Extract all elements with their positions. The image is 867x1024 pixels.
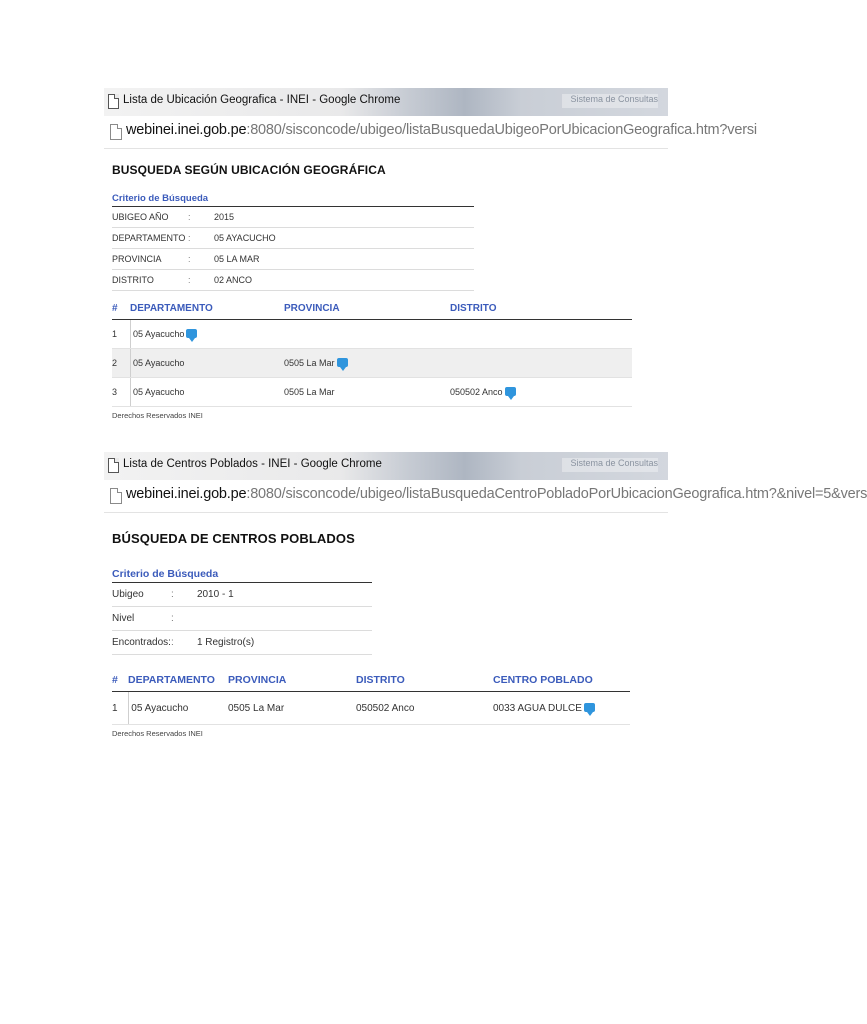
criteria-row [112, 228, 474, 249]
departamento-value: 05 Ayacucho [133, 387, 185, 397]
window-title: Lista de Ubicación Geografica - INEI - Google Chrome [123, 94, 401, 106]
comment-bubble-icon[interactable] [584, 703, 595, 712]
criteria-label: Encontrados: [112, 631, 171, 655]
criteria-value: 02 ANCO [214, 270, 474, 291]
window-titlebar[interactable] [104, 88, 668, 116]
page-icon [108, 458, 119, 473]
background-tab[interactable]: Sistema de Consultas [562, 458, 658, 472]
criteria-table [112, 582, 372, 655]
results-header [112, 669, 630, 692]
criteria-separator: : [171, 631, 197, 655]
cell-distrito: 050502 Anco [356, 692, 493, 725]
criteria-label: PROVINCIA [112, 249, 188, 270]
cell-provincia [284, 320, 450, 349]
cell-distrito [450, 349, 632, 378]
criteria-separator: : [188, 228, 214, 249]
criteria-value: 2010 - 1 [197, 583, 372, 607]
row-number: 1 [112, 692, 128, 725]
footer-copyright: Derechos Reservados INEI [112, 411, 203, 420]
url-text[interactable] [126, 486, 867, 502]
criteria-separator: : [171, 583, 197, 607]
criteria-table [112, 206, 474, 291]
criteria-row [112, 607, 372, 631]
criteria-label: Ubigeo [112, 583, 171, 607]
criteria-value: 05 LA MAR [214, 249, 474, 270]
cell-provincia [284, 378, 450, 407]
comment-bubble-icon[interactable] [186, 329, 197, 338]
table-row [112, 378, 632, 407]
criteria-label: DISTRITO [112, 270, 188, 291]
row-number: 2 [112, 349, 130, 378]
criteria-separator: : [188, 249, 214, 270]
cell-provincia: 0505 La Mar [228, 692, 356, 725]
screenshot-ubicacion-geografica [104, 88, 757, 420]
col-provincia: PROVINCIA [228, 669, 356, 692]
url-path: :8080/sisconcode/ubigeo/listaBusquedaUbigeoPorUbicacionGeografica.htm?versi [246, 122, 757, 138]
criteria-row [112, 249, 474, 270]
cell-distrito [450, 378, 632, 407]
document-icon [110, 488, 122, 504]
col-number: # [112, 669, 128, 692]
url-path: :8080/sisconcode/ubigeo/listaBusquedaCentroPobladoPorUbicacionGeografica.htm?&nivel=5&vers [246, 486, 867, 502]
address-bar[interactable] [104, 480, 867, 513]
document-icon [110, 124, 122, 140]
col-departamento: DEPARTAMENTO [128, 669, 228, 692]
results-table [112, 297, 632, 407]
col-provincia: PROVINCIA [284, 297, 450, 320]
footer-copyright: Derechos Reservados INEI [112, 729, 203, 738]
distrito-value: 050502 Anco [450, 387, 503, 397]
criteria-row [112, 583, 372, 607]
cell-provincia [284, 349, 450, 378]
col-distrito: DISTRITO [356, 669, 493, 692]
departamento-value: 05 Ayacucho [133, 329, 185, 339]
cell-departamento [130, 378, 284, 407]
criteria-value [197, 607, 372, 631]
criteria-value: 2015 [214, 207, 474, 228]
criteria-label: UBIGEO AÑO [112, 207, 188, 228]
url-text[interactable] [126, 122, 757, 138]
page-title: BUSQUEDA SEGÚN UBICACIÓN GEOGRÁFICA [112, 163, 386, 177]
col-centro-poblado: CENTRO POBLADO [493, 669, 630, 692]
comment-bubble-icon[interactable] [505, 387, 516, 396]
row-number: 1 [112, 320, 130, 349]
criteria-row [112, 631, 372, 655]
criteria-row [112, 207, 474, 228]
window-title: Lista de Centros Poblados - INEI - Google Chrome [123, 458, 382, 470]
criteria-value: 1 Registro(s) [197, 631, 372, 655]
criteria-separator: : [188, 270, 214, 291]
url-host: webinei.inei.gob.pe [126, 122, 247, 138]
page-title: BÚSQUEDA DE CENTROS POBLADOS [112, 531, 355, 546]
row-number: 3 [112, 378, 130, 407]
screenshot-centros-poblados [104, 452, 867, 738]
criteria-label: DEPARTAMENTO [112, 228, 188, 249]
comment-bubble-icon[interactable] [337, 358, 348, 367]
provincia-value: 0505 La Mar [284, 358, 335, 368]
cell-distrito [450, 320, 632, 349]
col-distrito: DISTRITO [450, 297, 632, 320]
departamento-value: 05 Ayacucho [131, 702, 189, 714]
criteria-row [112, 270, 474, 291]
criteria-label: Nivel [112, 607, 171, 631]
results-table [112, 669, 630, 725]
col-departamento: DEPARTAMENTO [130, 297, 284, 320]
table-row [112, 349, 632, 378]
window-titlebar[interactable] [104, 452, 668, 480]
background-tab[interactable]: Sistema de Consultas [562, 94, 658, 108]
results-header [112, 297, 632, 320]
cell-centro-poblado [493, 692, 630, 725]
page-icon [108, 94, 119, 109]
provincia-value: 0505 La Mar [284, 387, 335, 397]
departamento-value: 05 Ayacucho [133, 358, 185, 368]
criteria-separator: : [188, 207, 214, 228]
url-host: webinei.inei.gob.pe [126, 486, 247, 502]
cell-departamento [130, 349, 284, 378]
cell-departamento [130, 320, 284, 349]
address-bar[interactable] [104, 116, 757, 149]
criteria-value: 05 AYACUCHO [214, 228, 474, 249]
col-number: # [112, 297, 130, 320]
table-row [112, 320, 632, 349]
table-row [112, 692, 630, 725]
centro-poblado-value: 0033 AGUA DULCE [493, 702, 582, 714]
criteria-title: Criterio de Búsqueda [112, 193, 209, 204]
criteria-title: Criterio de Búsqueda [112, 568, 219, 580]
criteria-separator: : [171, 607, 197, 631]
cell-departamento [128, 692, 228, 725]
